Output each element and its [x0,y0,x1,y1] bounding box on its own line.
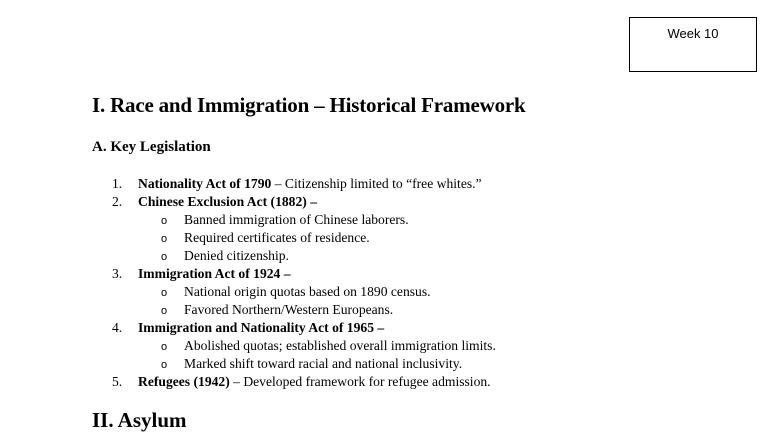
bullet-icon: o [161,341,168,353]
list-item-text [138,193,317,211]
sub-list-item-text: Abolished quotas; established overall immigration limits. [184,338,496,353]
list-item-description: – Developed framework for refugee admission. [229,374,491,389]
list-item-text [138,373,491,391]
list-item-title: Nationality Act of 1790 [138,176,272,191]
subsection-heading-key-legislation: A. Key Legislation [92,139,211,155]
bullet-icon: o [161,233,168,245]
week-label-box [629,17,757,72]
sub-list-item-text: Favored Northern/Western Europeans. [184,302,394,317]
bullet-icon: o [161,305,168,317]
sub-list-item-text: Denied citizenship. [184,248,289,263]
list-item-title: Immigration and Nationality Act of 1965 – [138,320,385,335]
list-item-text [138,319,384,337]
bullet-icon: o [161,359,168,371]
list-item-title: Immigration Act of 1924 – [138,266,291,281]
list-item-number: 4. [112,320,123,335]
section-heading-asylum: II. Asylum [92,408,187,432]
bullet-icon: o [161,215,168,227]
list-item-description: – Citizenship limited to “free whites.” [271,176,482,191]
list-item-text [138,175,482,193]
bullet-icon: o [161,251,168,263]
section-heading-race-immigration: I. Race and Immigration – Historical Framework [92,93,526,117]
list-item-number: 1. [112,176,123,191]
sub-list-item-text: National origin quotas based on 1890 census. [184,284,431,299]
sub-list-item-text: Banned immigration of Chinese laborers. [184,212,409,227]
week-label: Week 10 [667,26,719,41]
list-item-number: 3. [112,266,123,281]
bullet-icon: o [161,287,168,299]
list-item-title: Refugees (1942) [138,374,230,389]
list-item-title: Chinese Exclusion Act (1882) – [138,194,317,209]
sub-list-item-text: Marked shift toward racial and national inclusivity. [184,356,463,371]
sub-list-item-text: Required certificates of residence. [184,230,370,245]
list-item-text [138,265,291,283]
list-item-number: 5. [112,374,123,389]
list-item-number: 2. [112,194,123,209]
